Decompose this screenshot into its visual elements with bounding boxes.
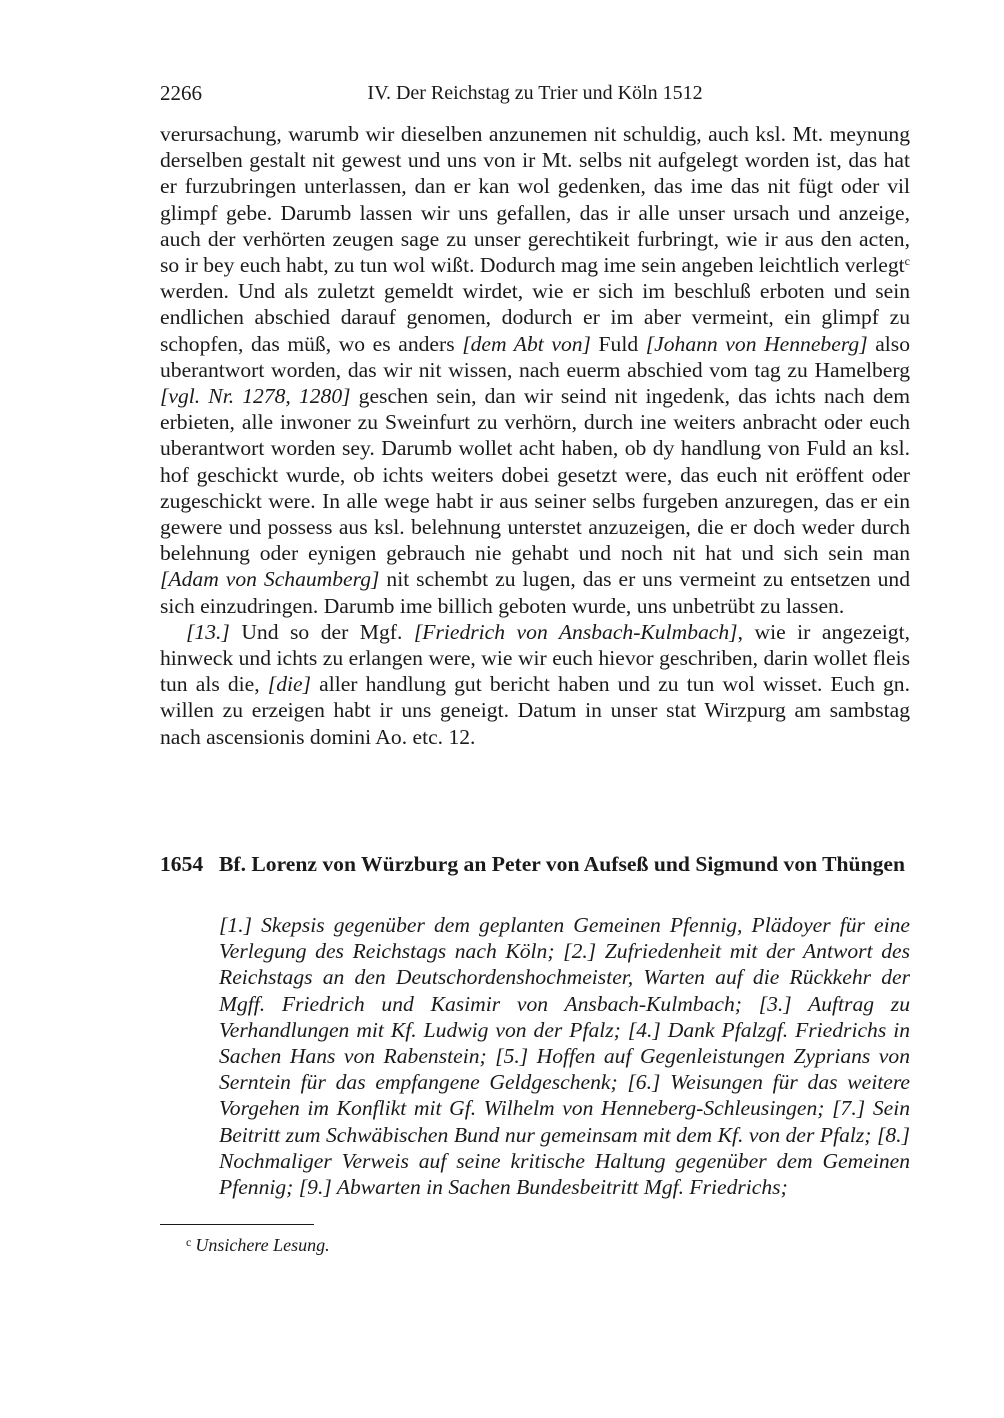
- text-run: Und so der Mgf.: [229, 619, 414, 644]
- text-run: verursachung, warumb wir dieselben anzunemen nit schuldig, auch ksl. Mt. meynung derselben gestalt nit gewest und uns von ir Mt. selbs nit aufgelegt worden ist, das hat er furzubringen unterlassen, dan er kan wol gedenken, das ime das nit fügt oder vil glimpf gebe. Darumb lassen wir uns gefallen, das ir alle unser ursach und anzeige, auch der verhörten zeugen sage zu unser gerechtikeit furbringt, wie ir aus den acten, so ir bey euch habt, zu tun wol wißt. Dodurch mag ime sein angeben leichtlich verlegt: [160, 122, 910, 278]
- regest-text: [1.] Skepsis gegenüber dem geplanten Gemeinen Pfennig, Plädoyer für eine Verlegung des Reichstags nach Köln; [2.] Zufriedenheit mit der Antwort des Reichstags an den Deutschordenshochmeister, Warten auf die Rückkehr der Mgff. Friedrich und Kasimir von Ansbach-Kulmbach; [3.] Auftrag zu Verhandlungen mit Kf. Ludwig von der Pfalz; [4.] Dank Pfalzgf. Friedrichs in Sachen Hans von Rabenstein; [5.] Hoffen auf Gegenleistungen Zyprians von Serntein für das empfangene Geldgeschenk; [6.] Weisungen für das weitere Vorgehen im Konflikt mit Gf. Wilhelm von Henneberg-Schleusingen; [7.] Sein Beitritt zum Schwäbischen Bund nur gemeinsam mit dem Kf. von der Pfalz; [8.] Nochmaliger Verweis auf seine kritische Haltung gegenüber dem Gemeinen Pfennig; [9.] Abwarten in Sachen Bundesbeitritt Mgf. Friedrichs;: [219, 913, 910, 1200]
- editorial-note: [Friedrich von Ansbach-Kulmbach]: [413, 619, 738, 644]
- editorial-note: [Adam von Schaumberg]: [160, 567, 380, 592]
- paragraph-continued: [160, 121, 910, 619]
- main-text: [160, 121, 910, 750]
- text-run: nit schembt zu lugen, das er uns vermeint zu entsetzen und sich einzudringen. Darumb ime billich geboten wurde, uns unbetrübt zu lassen.: [160, 567, 910, 618]
- paragraph-13: [160, 619, 910, 750]
- section-number: [13.]: [186, 619, 230, 644]
- footnote-letter: c: [186, 1235, 192, 1249]
- editorial-note: [die]: [267, 672, 311, 697]
- running-title: IV. Der Reichstag zu Trier und Köln 1512: [367, 82, 703, 104]
- text-run: Fuld: [590, 331, 646, 356]
- footnote-text: Unsichere Lesung.: [195, 1235, 330, 1255]
- document-regest: [219, 912, 910, 1200]
- footnote-c: [186, 1230, 886, 1257]
- text-run: geschen sein, dan wir seind nit ingedenk, das ichts nach dem erbieten, alle inwoner zu Sweinfurt zu verhörn, durch ine weiters anbracht oder euch uberantwort worden sey. Darumb wollet acht haben, ob dy handlung von Fuld an ksl. hof geschickt wurde, ob ichts weiters dobei gesetzt were, das euch nit eröffent oder zugeschickt were. In alle wege habt ir aus seiner selbs furgeben anzuregen, das er ein gewere und possess aus ksl. belehnung unterstet anzuzeigen, die er doch weder durch belehnung oder eynigen gebrauch nie gehabt und noch nit hat und sich sein man: [160, 384, 911, 566]
- footnote-reference-c: c: [904, 254, 910, 269]
- editorial-note: [vgl. Nr. 1278, 1280]: [160, 384, 351, 409]
- text-run: also uberantwort worden, das wir nit wissen, nach euerm abschied vom tag zu Hamelberg: [160, 331, 910, 382]
- footnote-separator: [160, 1224, 314, 1225]
- editorial-note: [Johann von Henneberg]: [645, 331, 868, 356]
- text-run: aller handlung gut bericht haben und zu tun wol wisset. Euch gn. willen zu erzeigen habt ir uns geneigt. Datum in unser stat Wirzpurg am sambstag nach ascensionis domini Ao. etc. 12.: [160, 672, 911, 749]
- document-number: 1654: [160, 852, 204, 876]
- text-run: werden. Und als zuletzt gemeldt wirdet, wie er sich im beschluß erboten und sein endlichen abschied darauf genomen, dodurch er im aber vermeint, ein glimpf zu schopfen, das müß, wo es anders: [160, 279, 910, 356]
- page-number: 2266: [160, 81, 202, 105]
- document-title: Bf. Lorenz von Würzburg an Peter von Aufseß und Sigmund von Thüngen: [219, 852, 905, 876]
- text-run: , wie ir angezeigt, hinweck und ichts zu erlangen were, wie wir euch hievor geschriben, darin wollet fleis tun als die,: [160, 619, 910, 697]
- editorial-note: [dem Abt von]: [462, 331, 591, 356]
- document-heading: [160, 851, 910, 877]
